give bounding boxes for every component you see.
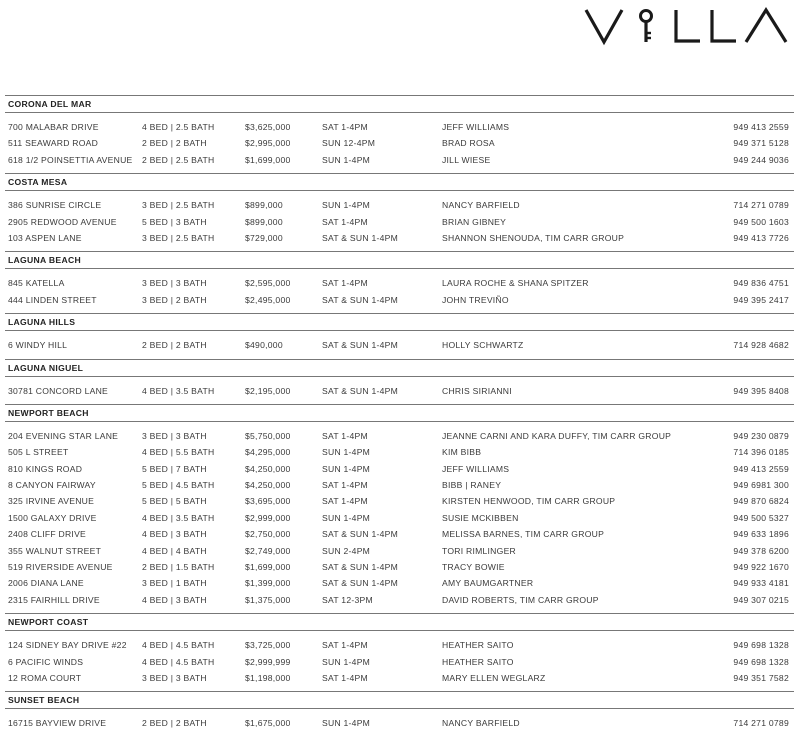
address: 12 ROMA COURT	[8, 672, 82, 683]
price: $1,375,000	[245, 594, 291, 605]
agent-phone: 949 244 9036	[733, 154, 789, 165]
open-time: SUN 1-4PM	[322, 447, 371, 458]
open-time: SUN 1-4PM	[322, 200, 371, 211]
open-time: SAT & SUN 1-4PM	[322, 562, 399, 573]
beds-baths: 4 BED | 4.5 BATH	[142, 640, 215, 651]
beds-baths: 4 BED | 4.5 BATH	[142, 656, 215, 667]
beds-baths: 3 BED | 3 BATH	[142, 672, 207, 683]
beds-baths: 2 BED | 2.5 BATH	[142, 154, 215, 165]
agent-name: CHRIS SIRIANNI	[442, 385, 512, 396]
beds-baths: 4 BED | 2.5 BATH	[142, 122, 215, 132]
listing-rows	[5, 709, 794, 736]
beds-baths: 5 BED | 4.5 BATH	[142, 480, 215, 491]
open-time: SAT 1-4PM	[322, 496, 368, 507]
listing-row	[5, 477, 794, 493]
listing-row	[5, 292, 794, 308]
area-section	[5, 95, 794, 173]
address: 124 SIDNEY BAY DRIVE #22	[8, 640, 127, 651]
area-heading: COSTA MESA	[5, 173, 794, 191]
area-heading: NEWPORT BEACH	[5, 404, 794, 422]
price: $2,995,000	[245, 138, 291, 149]
price: $2,595,000	[245, 278, 291, 289]
open-time: SUN 1-4PM	[322, 512, 371, 523]
agent-phone: 949 230 0879	[733, 430, 789, 441]
agent-name: HOLLY SCHWARTZ	[442, 340, 524, 351]
agent-name: TORI RIMLINGER	[442, 545, 517, 556]
listing-row	[5, 214, 794, 230]
agent-name: BIBB | RANEY	[442, 480, 502, 491]
agent-name: AMY BAUMGARTNER	[442, 578, 534, 589]
open-time: SAT & SUN 1-4PM	[322, 232, 399, 243]
beds-baths: 5 BED | 7 BATH	[142, 463, 207, 474]
agent-phone: 714 928 4682	[733, 340, 789, 351]
agent-name: JILL WIESE	[442, 154, 491, 165]
price: $2,749,000	[245, 545, 291, 556]
agent-name: JOHN TREVIÑO	[442, 294, 509, 305]
agent-phone: 714 396 0185	[733, 447, 789, 458]
open-time: SAT 1-4PM	[322, 672, 368, 683]
price: $4,250,000	[245, 480, 291, 491]
agent-phone: 714 271 0789	[733, 200, 789, 211]
listing-row	[5, 230, 794, 246]
agent-phone: 949 307 0215	[733, 594, 789, 605]
price: $899,000	[245, 216, 283, 227]
address: 2905 REDWOOD AVENUE	[8, 216, 117, 227]
address: 8 CANYON FAIRWAY	[8, 480, 96, 491]
price: $490,000	[245, 340, 283, 351]
agent-name: JEFF WILLIAMS	[442, 122, 510, 132]
price: $3,725,000	[245, 640, 291, 651]
address: 845 KATELLA	[8, 278, 65, 289]
area-section	[5, 251, 794, 313]
listing-row	[5, 119, 794, 135]
address: 1500 GALAXY DRIVE	[8, 512, 97, 523]
listing-row	[5, 135, 794, 151]
open-time: SAT & SUN 1-4PM	[322, 294, 399, 305]
area-section	[5, 404, 794, 613]
agent-phone: 949 933 4181	[733, 578, 789, 589]
price: $4,295,000	[245, 447, 291, 458]
open-time: SUN 1-4PM	[322, 463, 371, 474]
price: $2,195,000	[245, 385, 291, 396]
open-time: SAT 12-3PM	[322, 594, 373, 605]
address: 355 WALNUT STREET	[8, 545, 102, 556]
area-section	[5, 359, 794, 404]
price: $2,750,000	[245, 529, 291, 540]
address: 700 MALABAR DRIVE	[8, 122, 99, 132]
area-section	[5, 691, 794, 736]
address: 386 SUNRISE CIRCLE	[8, 200, 102, 211]
beds-baths: 2 BED | 2 BATH	[142, 340, 207, 351]
agent-phone: 949 633 1896	[733, 529, 789, 540]
agent-phone: 949 413 2559	[733, 463, 789, 474]
price: $729,000	[245, 232, 283, 243]
address: 30781 CONCORD LANE	[8, 385, 109, 396]
villa-logo	[584, 6, 790, 46]
agent-name: JEANNE CARNI AND KARA DUFFY, TIM CARR GROUP	[442, 430, 672, 441]
agent-phone: 949 698 1328	[733, 656, 789, 667]
listing-rows	[5, 377, 794, 404]
beds-baths: 5 BED | 5 BATH	[142, 496, 207, 507]
listing-row	[5, 559, 794, 575]
price: $1,699,000	[245, 562, 291, 573]
open-time: SAT & SUN 1-4PM	[322, 529, 399, 540]
agent-phone: 949 351 7582	[733, 672, 789, 683]
address: 519 RIVERSIDE AVENUE	[8, 562, 113, 573]
agent-name: DAVID ROBERTS, TIM CARR GROUP	[442, 594, 599, 605]
beds-baths: 3 BED | 2 BATH	[142, 294, 207, 305]
price: $3,695,000	[245, 496, 291, 507]
agent-phone: 949 378 6200	[733, 545, 789, 556]
price: $2,495,000	[245, 294, 291, 305]
agent-name: HEATHER SAITO	[442, 640, 514, 651]
listing-rows	[5, 113, 794, 173]
open-time: SAT 1-4PM	[322, 278, 368, 289]
open-time: SUN 1-4PM	[322, 154, 371, 165]
area-heading: CORONA DEL MAR	[5, 95, 794, 113]
listing-rows	[5, 331, 794, 358]
area-heading: NEWPORT COAST	[5, 613, 794, 631]
area-section	[5, 313, 794, 358]
beds-baths: 2 BED | 2 BATH	[142, 718, 207, 729]
price: $3,625,000	[245, 122, 291, 132]
beds-baths: 3 BED | 1 BATH	[142, 578, 207, 589]
address: 2006 DIANA LANE	[8, 578, 84, 589]
agent-name: SUSIE MCKIBBEN	[442, 512, 519, 523]
price: $2,999,000	[245, 512, 291, 523]
agent-name: BRIAN GIBNEY	[442, 216, 507, 227]
open-time: SUN 1-4PM	[322, 718, 371, 729]
beds-baths: 2 BED | 2 BATH	[142, 138, 207, 149]
agent-name: BRAD ROSA	[442, 138, 495, 149]
listing-row	[5, 575, 794, 591]
open-house-listing	[5, 95, 794, 737]
agent-phone: 714 271 0789	[733, 718, 789, 729]
agent-name: NANCY BARFIELD	[442, 718, 520, 729]
open-time: SUN 1-4PM	[322, 656, 371, 667]
agent-phone: 949 371 5128	[733, 138, 789, 149]
price: $1,699,000	[245, 154, 291, 165]
beds-baths: 4 BED | 3 BATH	[142, 594, 207, 605]
listing-rows	[5, 269, 794, 313]
open-time: SUN 12-4PM	[322, 138, 376, 149]
listing-row	[5, 444, 794, 460]
listing-row	[5, 715, 794, 731]
agent-phone: 949 6981 300	[733, 480, 789, 491]
address: 2408 CLIFF DRIVE	[8, 529, 87, 540]
open-time: SAT 1-4PM	[322, 430, 368, 441]
agent-phone: 949 870 6824	[733, 496, 789, 507]
address: 6 PACIFIC WINDS	[8, 656, 84, 667]
agent-phone: 949 836 4751	[733, 278, 789, 289]
listing-row	[5, 670, 794, 686]
price: $4,250,000	[245, 463, 291, 474]
listing-row	[5, 383, 794, 399]
address: 325 IRVINE AVENUE	[8, 496, 95, 507]
open-time: SAT & SUN 1-4PM	[322, 385, 399, 396]
address: 204 EVENING STAR LANE	[8, 430, 119, 441]
area-heading: SUNSET BEACH	[5, 691, 794, 709]
listing-rows	[5, 422, 794, 613]
listing-row	[5, 654, 794, 670]
area-heading: LAGUNA NIGUEL	[5, 359, 794, 377]
agent-name: TRACY BOWIE	[442, 562, 505, 573]
price: $1,198,000	[245, 672, 291, 683]
area-section	[5, 173, 794, 251]
beds-baths: 3 BED | 3 BATH	[142, 278, 207, 289]
listing-row	[5, 637, 794, 653]
listing-row	[5, 510, 794, 526]
listing-row	[5, 275, 794, 291]
agent-name: MELISSA BARNES, TIM CARR GROUP	[442, 529, 605, 540]
address: 444 LINDEN STREET	[8, 294, 97, 305]
open-time: SAT & SUN 1-4PM	[322, 340, 399, 351]
agent-phone: 949 413 7726	[733, 232, 789, 243]
agent-name: LAURA ROCHE & SHANA SPITZER	[442, 278, 589, 289]
beds-baths: 2 BED | 1.5 BATH	[142, 562, 215, 573]
open-time: SAT 1-4PM	[322, 480, 368, 491]
listing-rows	[5, 631, 794, 691]
listing-rows	[5, 191, 794, 251]
listing-row	[5, 197, 794, 213]
beds-baths: 4 BED | 3.5 BATH	[142, 512, 215, 523]
open-time: SUN 2-4PM	[322, 545, 371, 556]
open-time: SAT 1-4PM	[322, 640, 368, 651]
beds-baths: 3 BED | 2.5 BATH	[142, 200, 215, 211]
agent-phone: 949 395 2417	[733, 294, 789, 305]
listing-row	[5, 428, 794, 444]
agent-phone: 949 698 1328	[733, 640, 789, 651]
beds-baths: 5 BED | 3 BATH	[142, 216, 207, 227]
listing-row	[5, 493, 794, 509]
address: 505 L STREET	[8, 447, 69, 458]
address: 618 1/2 POINSETTIA AVENUE	[8, 154, 133, 165]
beds-baths: 4 BED | 3 BATH	[142, 529, 207, 540]
address: 103 ASPEN LANE	[8, 232, 82, 243]
open-time: SAT & SUN 1-4PM	[322, 578, 399, 589]
price: $1,675,000	[245, 718, 291, 729]
agent-name: SHANNON SHENOUDA, TIM CARR GROUP	[442, 232, 625, 243]
open-time: SAT 1-4PM	[322, 216, 368, 227]
beds-baths: 4 BED | 3.5 BATH	[142, 385, 215, 396]
area-heading: LAGUNA HILLS	[5, 313, 794, 331]
agent-name: HEATHER SAITO	[442, 656, 514, 667]
listing-row	[5, 337, 794, 353]
agent-name: MARY ELLEN WEGLARZ	[442, 672, 546, 683]
beds-baths: 3 BED | 3 BATH	[142, 430, 207, 441]
listing-row	[5, 526, 794, 542]
price: $899,000	[245, 200, 283, 211]
agent-phone: 949 413 2559	[733, 122, 789, 132]
agent-name: KIRSTEN HENWOOD, TIM CARR GROUP	[442, 496, 616, 507]
agent-phone: 949 500 5327	[733, 512, 789, 523]
agent-name: JEFF WILLIAMS	[442, 463, 510, 474]
price: $5,750,000	[245, 430, 291, 441]
beds-baths: 3 BED | 2.5 BATH	[142, 232, 215, 243]
agent-name: NANCY BARFIELD	[442, 200, 520, 211]
address: 16715 BAYVIEW DRIVE	[8, 718, 107, 729]
area-heading: LAGUNA BEACH	[5, 251, 794, 269]
address: 6 WINDY HILL	[8, 340, 68, 351]
beds-baths: 4 BED | 4 BATH	[142, 545, 207, 556]
address: 511 SEAWARD ROAD	[8, 138, 99, 149]
listing-row	[5, 543, 794, 559]
address: 810 KINGS ROAD	[8, 463, 83, 474]
listing-row	[5, 592, 794, 608]
open-time: SAT 1-4PM	[322, 122, 368, 132]
agent-name: KIM BIBB	[442, 447, 482, 458]
price: $2,999,999	[245, 656, 291, 667]
area-section	[5, 613, 794, 691]
agent-phone: 949 395 8408	[733, 385, 789, 396]
price: $1,399,000	[245, 578, 291, 589]
agent-phone: 949 922 1670	[733, 562, 789, 573]
listing-row	[5, 461, 794, 477]
address: 2315 FAIRHILL DRIVE	[8, 594, 100, 605]
listing-row	[5, 152, 794, 168]
agent-phone: 949 500 1603	[733, 216, 789, 227]
beds-baths: 4 BED | 5.5 BATH	[142, 447, 215, 458]
